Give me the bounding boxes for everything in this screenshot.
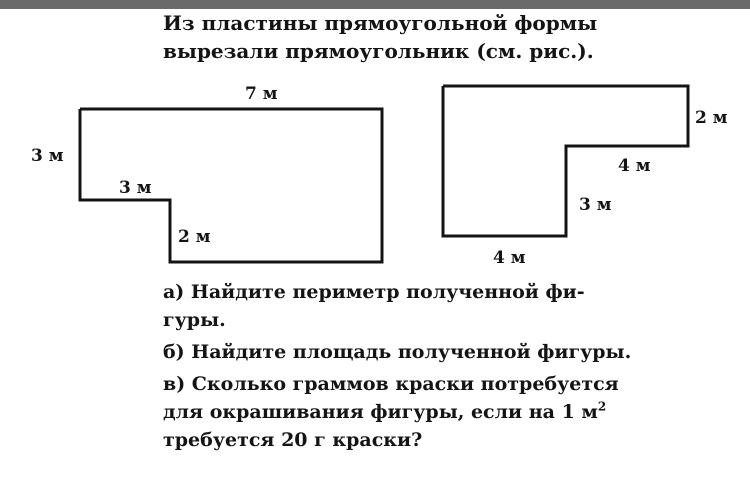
right-side-dimension: 2 м xyxy=(695,108,728,128)
bottom-dimension: 4 м xyxy=(493,248,526,268)
heading-line-2: вырезали прямоугольник (см. рис.). xyxy=(163,39,594,63)
cut-width-dimension: 3 м xyxy=(119,178,152,198)
question-a-line-2: гуры. xyxy=(163,309,226,331)
question-a-line-1: а) Найдите периметр полученной фи- xyxy=(163,281,585,303)
question-c-line-2-text: для окрашивания фигуры, если на 1 м xyxy=(163,401,598,423)
right-figure-outline xyxy=(443,86,688,236)
question-c-line-2 xyxy=(163,398,619,426)
cut-height-dimension: 2 м xyxy=(178,227,211,247)
question-c xyxy=(163,370,619,454)
question-a xyxy=(163,278,585,334)
question-c-line-3: требуется 20 г краски? xyxy=(163,429,423,451)
question-b xyxy=(163,338,631,366)
left-top-dimension: 7 м xyxy=(245,84,278,104)
left-side-dimension: 3 м xyxy=(31,146,64,166)
question-c-line-1: в) Сколько граммов краски потребуется xyxy=(163,373,619,395)
inner-height-dimension: 3 м xyxy=(579,195,612,215)
question-b-text: б) Найдите площадь полученной фигуры. xyxy=(163,341,632,363)
square-superscript: 2 xyxy=(597,399,607,414)
inner-step-dimension: 4 м xyxy=(618,156,651,176)
heading-line-1: Из пластины прямоугольной формы xyxy=(163,11,598,35)
